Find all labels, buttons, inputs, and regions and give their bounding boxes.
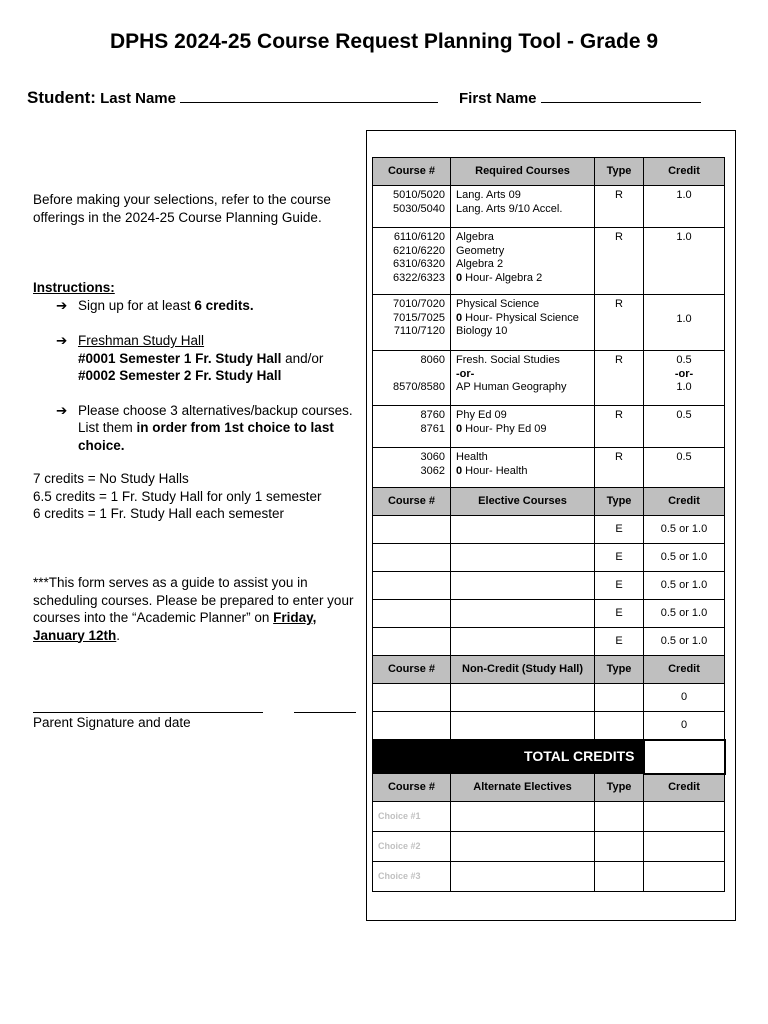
instruction-item: ➔ Freshman Study Hall #0001 Semester 1 Fr. Study Hall and/or #0002 Semester 2 Fr. Study Hall <box>56 333 324 383</box>
course-credit: 1.0 <box>644 228 725 295</box>
signature-label: Parent Signature and date <box>33 715 191 730</box>
alternate-row <box>373 802 725 832</box>
course-type: R <box>595 295 644 351</box>
credit-rule: 6 credits = 1 Fr. Study Hall each semester <box>33 506 284 521</box>
elective-course-number-cell[interactable] <box>373 600 451 628</box>
elective-course-number-cell[interactable] <box>373 516 451 544</box>
course-credit: 0.5 or 1.0 <box>644 544 725 572</box>
column-header: Type <box>595 774 644 802</box>
alternate-choice-cell[interactable]: Choice #3 <box>373 862 451 892</box>
column-header: Elective Courses <box>451 488 595 516</box>
course-credit: 0.5 <box>644 406 725 448</box>
course-credit: 0.5 or 1.0 <box>644 628 725 656</box>
elective-course-name-cell[interactable] <box>451 628 595 656</box>
credit-rules <box>33 470 363 523</box>
course-type: R <box>595 406 644 448</box>
column-header: Required Courses <box>451 158 595 186</box>
alternate-type-cell[interactable] <box>595 802 644 832</box>
required-course-row <box>373 186 725 228</box>
study-hall-name-cell[interactable] <box>451 684 595 712</box>
required-course-row <box>373 351 725 406</box>
credit-rule: 7 credits = No Study Halls <box>33 471 189 486</box>
signature-line[interactable] <box>33 712 263 713</box>
study-hall-row <box>373 684 725 712</box>
course-credit: 1.0 <box>644 186 725 228</box>
last-name-label: Last Name <box>100 90 176 107</box>
course-type: E <box>595 572 644 600</box>
alternate-type-cell[interactable] <box>595 862 644 892</box>
course-name: Phy Ed 09 0 Hour- Phy Ed 09 <box>451 406 595 448</box>
course-credit: 0 <box>644 684 725 712</box>
course-credit: 0.5 <box>644 448 725 488</box>
student-label: Student: <box>27 88 96 107</box>
instructions-heading: Instructions: <box>33 280 115 295</box>
intro-text: Before making your selections, refer to the course offerings in the 2024-25 Course Planning Guide. <box>33 192 331 225</box>
alternate-course-name-cell[interactable] <box>451 832 595 862</box>
date-line[interactable] <box>294 712 356 713</box>
column-header: Credit <box>644 158 725 186</box>
alternate-choice-cell[interactable]: Choice #1 <box>373 802 451 832</box>
course-type: E <box>595 516 644 544</box>
alternate-type-cell[interactable] <box>595 832 644 862</box>
course-type: R <box>595 228 644 295</box>
alternate-course-name-cell[interactable] <box>451 862 595 892</box>
course-number: 5010/5020 5030/5040 <box>373 186 451 228</box>
elective-course-number-cell[interactable] <box>373 572 451 600</box>
course-type: E <box>595 600 644 628</box>
study-hall-number-cell[interactable] <box>373 684 451 712</box>
course-credit: 0.5 or 1.0 <box>644 516 725 544</box>
guide-note: ***This form serves as a guide to assist you in scheduling courses. Please be prepared to enter your courses into the “Academic Planner” on Friday, January 12th. <box>33 575 354 643</box>
column-header: Course # <box>373 158 451 186</box>
total-credits-label: TOTAL CREDITS <box>373 740 644 774</box>
table-header-row <box>373 774 725 802</box>
elective-course-name-cell[interactable] <box>451 544 595 572</box>
elective-course-name-cell[interactable] <box>451 600 595 628</box>
required-course-row <box>373 448 725 488</box>
instruction-item: ➔ Sign up for at least 6 credits. <box>56 297 254 313</box>
study-hall-link: Freshman Study Hall <box>78 333 205 348</box>
total-credits-row <box>373 740 725 774</box>
column-header: Course # <box>373 488 451 516</box>
course-credit: 0.5 -or- 1.0 <box>644 351 725 406</box>
study-hall-type-cell[interactable] <box>595 712 644 740</box>
elective-row <box>373 600 725 628</box>
study-hall-type-cell[interactable] <box>595 684 644 712</box>
course-type: E <box>595 544 644 572</box>
course-number: 7010/7020 7015/7025 7110/7120 <box>373 295 451 351</box>
alternate-credit-cell[interactable] <box>644 862 725 892</box>
elective-course-number-cell[interactable] <box>373 544 451 572</box>
table-header-row <box>373 158 725 186</box>
total-credits-box[interactable] <box>644 740 725 774</box>
column-header: Course # <box>373 656 451 684</box>
study-hall-name-cell[interactable] <box>451 712 595 740</box>
course-number: 3060 3062 <box>373 448 451 488</box>
course-name: Fresh. Social Studies -or- AP Human Geography <box>451 351 595 406</box>
table-header-row <box>373 488 725 516</box>
elective-row <box>373 544 725 572</box>
column-header: Non-Credit (Study Hall) <box>451 656 595 684</box>
required-course-row <box>373 228 725 295</box>
course-name: Algebra Geometry Algebra 2 0 Hour- Algebra 2 <box>451 228 595 295</box>
course-type: R <box>595 351 644 406</box>
first-name-label: First Name <box>459 90 537 107</box>
elective-row <box>373 628 725 656</box>
column-header: Credit <box>644 774 725 802</box>
elective-row <box>373 516 725 544</box>
instruction-item: ➔ Please choose 3 alternatives/backup courses. List them in order from 1st choice to last choice. <box>56 402 353 453</box>
student-name-row <box>27 88 701 108</box>
elective-course-name-cell[interactable] <box>451 572 595 600</box>
alternate-choice-cell[interactable]: Choice #2 <box>373 832 451 862</box>
instructions-list <box>33 297 363 455</box>
alternate-credit-cell[interactable] <box>644 832 725 862</box>
alternate-row <box>373 862 725 892</box>
elective-course-name-cell[interactable] <box>451 516 595 544</box>
column-header: Type <box>595 158 644 186</box>
study-hall-number-cell[interactable] <box>373 712 451 740</box>
course-credit: 0 <box>644 712 725 740</box>
column-header: Type <box>595 488 644 516</box>
course-credit: 1.0 <box>644 295 725 351</box>
column-header: Course # <box>373 774 451 802</box>
course-number: 8060 8570/8580 <box>373 351 451 406</box>
table-header-row <box>373 656 725 684</box>
instructions-block <box>33 279 363 454</box>
alternate-row <box>373 832 725 862</box>
column-header: Credit <box>644 656 725 684</box>
page-title: DPHS 2024-25 Course Request Planning Tool - Grade 9 <box>109 30 659 53</box>
elective-course-number-cell[interactable] <box>373 628 451 656</box>
column-header: Type <box>595 656 644 684</box>
last-name-field[interactable] <box>180 102 438 103</box>
alternate-course-name-cell[interactable] <box>451 802 595 832</box>
elective-row <box>373 572 725 600</box>
course-type: R <box>595 186 644 228</box>
alternate-credit-cell[interactable] <box>644 802 725 832</box>
credit-rule: 6.5 credits = 1 Fr. Study Hall for only 1 semester <box>33 488 322 504</box>
study-hall-row <box>373 712 725 740</box>
course-type: E <box>595 628 644 656</box>
course-name: Health 0 Hour- Health <box>451 448 595 488</box>
course-table <box>372 157 726 892</box>
arrow-icon: ➔ <box>56 333 68 348</box>
course-type: R <box>595 448 644 488</box>
arrow-icon: ➔ <box>56 402 68 418</box>
column-header: Credit <box>644 488 725 516</box>
arrow-icon: ➔ <box>56 297 68 313</box>
course-number: 8760 8761 <box>373 406 451 448</box>
first-name-field[interactable] <box>541 102 701 103</box>
course-number: 6110/6120 6210/6220 6310/6320 6322/6323 <box>373 228 451 295</box>
course-name: Physical Science 0 Hour- Physical Science Biology 10 <box>451 295 595 351</box>
required-course-row <box>373 406 725 448</box>
column-header: Alternate Electives <box>451 774 595 802</box>
course-credit: 0.5 or 1.0 <box>644 572 725 600</box>
course-name: Lang. Arts 09 Lang. Arts 9/10 Accel. <box>451 186 595 228</box>
required-course-row <box>373 295 725 351</box>
course-credit: 0.5 or 1.0 <box>644 600 725 628</box>
